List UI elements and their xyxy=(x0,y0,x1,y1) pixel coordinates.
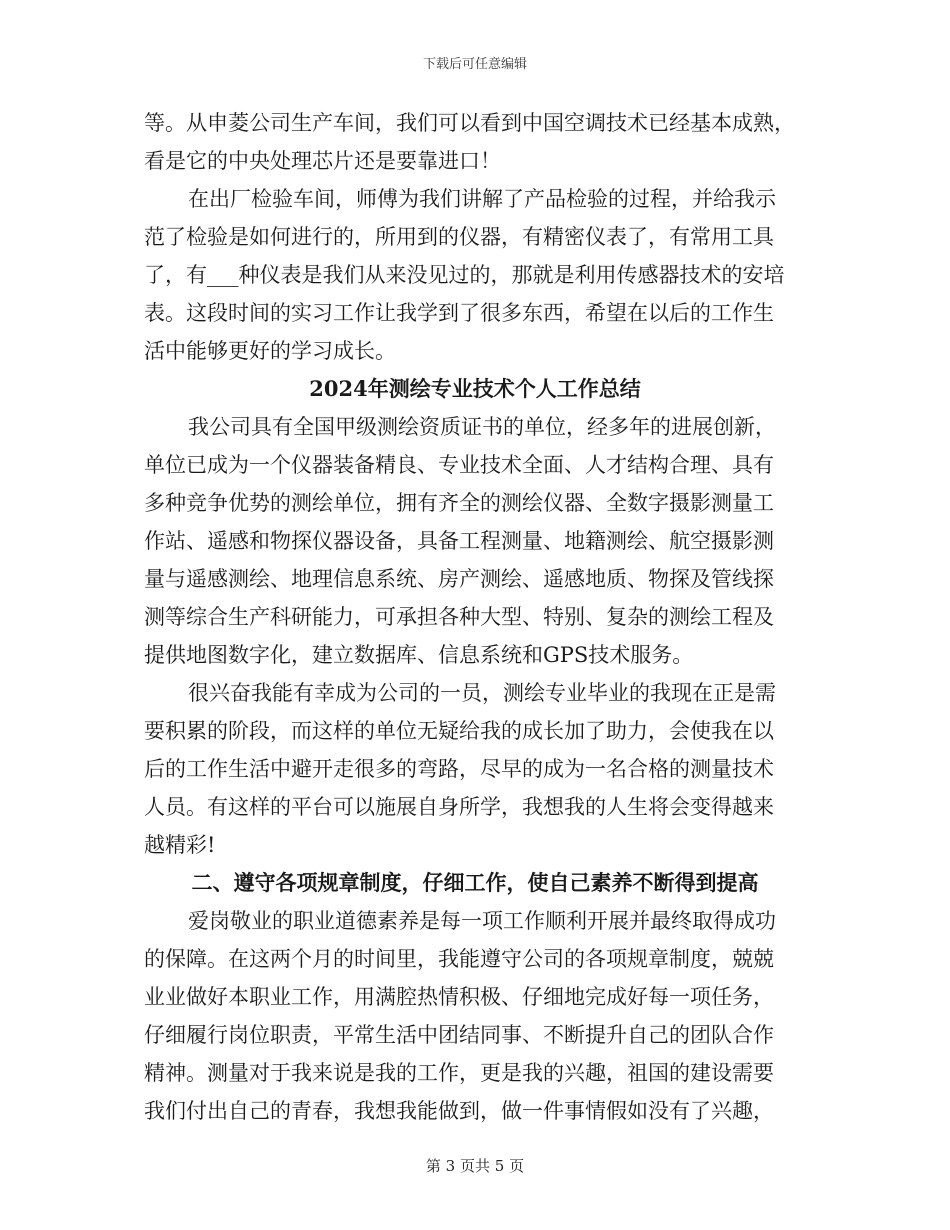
text-line: 要积累的阶段，而这样的单位无疑给我的成长加了助力，会使我在以 xyxy=(144,719,774,743)
section-heading: 二、遵守各项规章制度，仔细工作，使自己素养不断得到提高 xyxy=(191,870,759,895)
text-line: 人员。有这样的平台可以施展自身所学，我想我的人生将会变得越来 xyxy=(144,795,774,819)
text-line: 单位已成为一个仪器装备精良、专业技术全面、人才结构合理、具有 xyxy=(144,453,774,477)
text-line: 后的工作生活中避开走很多的弯路，尽早的成为一名合格的测量技术 xyxy=(144,757,774,781)
text-line: 量与遥感测绘、地理信息系统、房产测绘、遥感地质、物探及管线探 xyxy=(144,567,774,591)
text-line: 了，有___种仪表是我们从来没见过的，那就是利用传感器技术的安培 xyxy=(144,263,785,287)
text-line: 范了检验是如何进行的，所用到的仪器，有精密仪表了，有常用工具 xyxy=(144,225,774,249)
text-line: 多种竞争优势的测绘单位，拥有齐全的测绘仪器、全数字摄影测量工 xyxy=(144,491,774,515)
text-line: 看是它的中央处理芯片还是要靠进口！ xyxy=(144,149,501,173)
text-line: 的保障。在这两个月的时间里，我能遵守公司的各项规章制度，兢兢 xyxy=(144,947,774,971)
text-line: 等。从申菱公司生产车间，我们可以看到中国空调技术已经基本成熟， xyxy=(144,111,795,135)
document-body xyxy=(144,104,806,1130)
text-line: 作站、遥感和物探仪器设备，具备工程测量、地籍测绘、航空摄影测 xyxy=(144,529,774,553)
page-number: 第 3 页共 5 页 xyxy=(425,1157,525,1175)
text-line: 越精彩! xyxy=(144,833,216,857)
paragraph-start: 很兴奋我能有幸成为公司的一员，测绘专业毕业的我现在正是需 xyxy=(188,681,776,705)
paragraph-start: 在出厂检验车间，师傅为我们讲解了产品检验的过程，并给我示 xyxy=(188,187,776,211)
text-line: 提供地图数字化，建立数据库、信息系统和GPS技术服务。 xyxy=(144,643,694,667)
text-line: 精神。测量对于我来说是我的工作，更是我的兴趣，祖国的建设需要 xyxy=(144,1061,774,1085)
paragraph-start: 我公司具有全国甲级测绘资质证书的单位，经多年的进展创新， xyxy=(188,415,776,439)
text-line: 测等综合生产科研能力，可承担各种大型、特别、复杂的测绘工程及 xyxy=(144,605,774,629)
paragraph-start: 爱岗敬业的职业道德素养是每一项工作顺利开展并最终取得成功 xyxy=(188,909,776,933)
text-line: 表。这段时间的实习工作让我学到了很多东西，希望在以后的工作生 xyxy=(144,301,774,325)
page-header: 下载后可任意编辑 xyxy=(422,57,527,72)
section-title: 2024年测绘专业技术个人工作总结 xyxy=(309,376,641,401)
text-line: 活中能够更好的学习成长。 xyxy=(144,339,396,363)
text-line: 业业做好本职业工作，用满腔热情积极、仔细地完成好每一项任务， xyxy=(144,985,774,1009)
text-line: 仔细履行岗位职责，平常生活中团结同事、不断提升自己的团队合作 xyxy=(144,1023,774,1047)
text-line: 我们付出自己的青春，我想我能做到，做一件事情假如没有了兴趣， xyxy=(144,1099,774,1123)
